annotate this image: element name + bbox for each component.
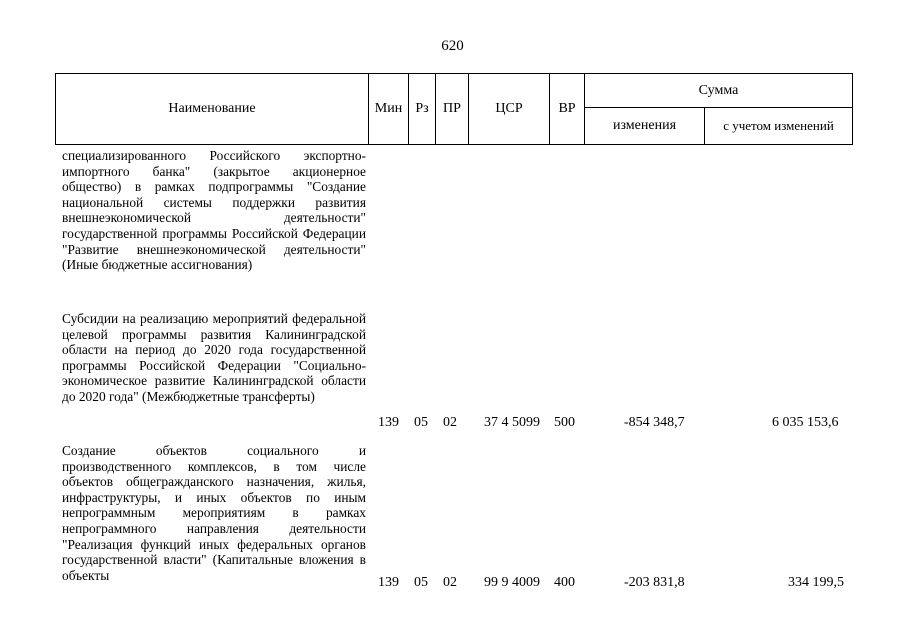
header-with-change: с учетом изменений [704, 107, 853, 145]
cell-min: 139 [378, 575, 399, 590]
header-sum: Сумма [584, 73, 853, 108]
row-name: специализированного Российского экспортно-импортного банка" (закрытое акционерное общество) в рамках подпрограммы "Создание национальной системы поддержки развития внешнеэкономической деятельности" государственной программы Российской Федерации "Развитие внешнеэкономической деятельности" (Иные бюджетные ассигнования) [62, 148, 366, 273]
row-name: Субсидии на реализацию мероприятий федеральной целевой программы развития Калининградской области на период до 2020 года государственной программы Российской Федерации "Социально-экономическое развитие Калининградской области до 2020 года" (Межбюджетные трансферты) [62, 311, 366, 404]
cell-csr: 37 4 5099 [484, 415, 540, 430]
header-vr: ВР [549, 73, 585, 145]
cell-rz: 05 [414, 415, 428, 430]
cell-csr: 99 9 4009 [484, 575, 540, 590]
row-name: Создание объектов социального и производственного комплексов, в том числе объектов общегражданского назначения, жилья, инфраструктуры, и иных объектов по иным непрограммным мероприятиям в рамках непрограммного направления деятельности "Реализация функций иных федеральных органов государственной власти" (Капитальные вложения в объекты [62, 443, 366, 583]
cell-min: 139 [378, 415, 399, 430]
header-change: изменения [584, 107, 705, 145]
cell-with-change: 6 035 153,6 [772, 415, 839, 430]
cell-vr: 400 [554, 575, 575, 590]
header-rz: Рз [408, 73, 436, 145]
cell-change: -203 831,8 [624, 575, 685, 590]
header-csr: ЦСР [468, 73, 550, 145]
cell-change: -854 348,7 [624, 415, 685, 430]
cell-rz: 05 [414, 575, 428, 590]
header-pr: ПР [435, 73, 469, 145]
cell-with-change: 334 199,5 [788, 575, 844, 590]
cell-pr: 02 [443, 415, 457, 430]
cell-pr: 02 [443, 575, 457, 590]
header-min: Мин [368, 73, 409, 145]
cell-vr: 500 [554, 415, 575, 430]
page-number: 620 [441, 38, 464, 54]
header-name: Наименование [55, 73, 369, 145]
